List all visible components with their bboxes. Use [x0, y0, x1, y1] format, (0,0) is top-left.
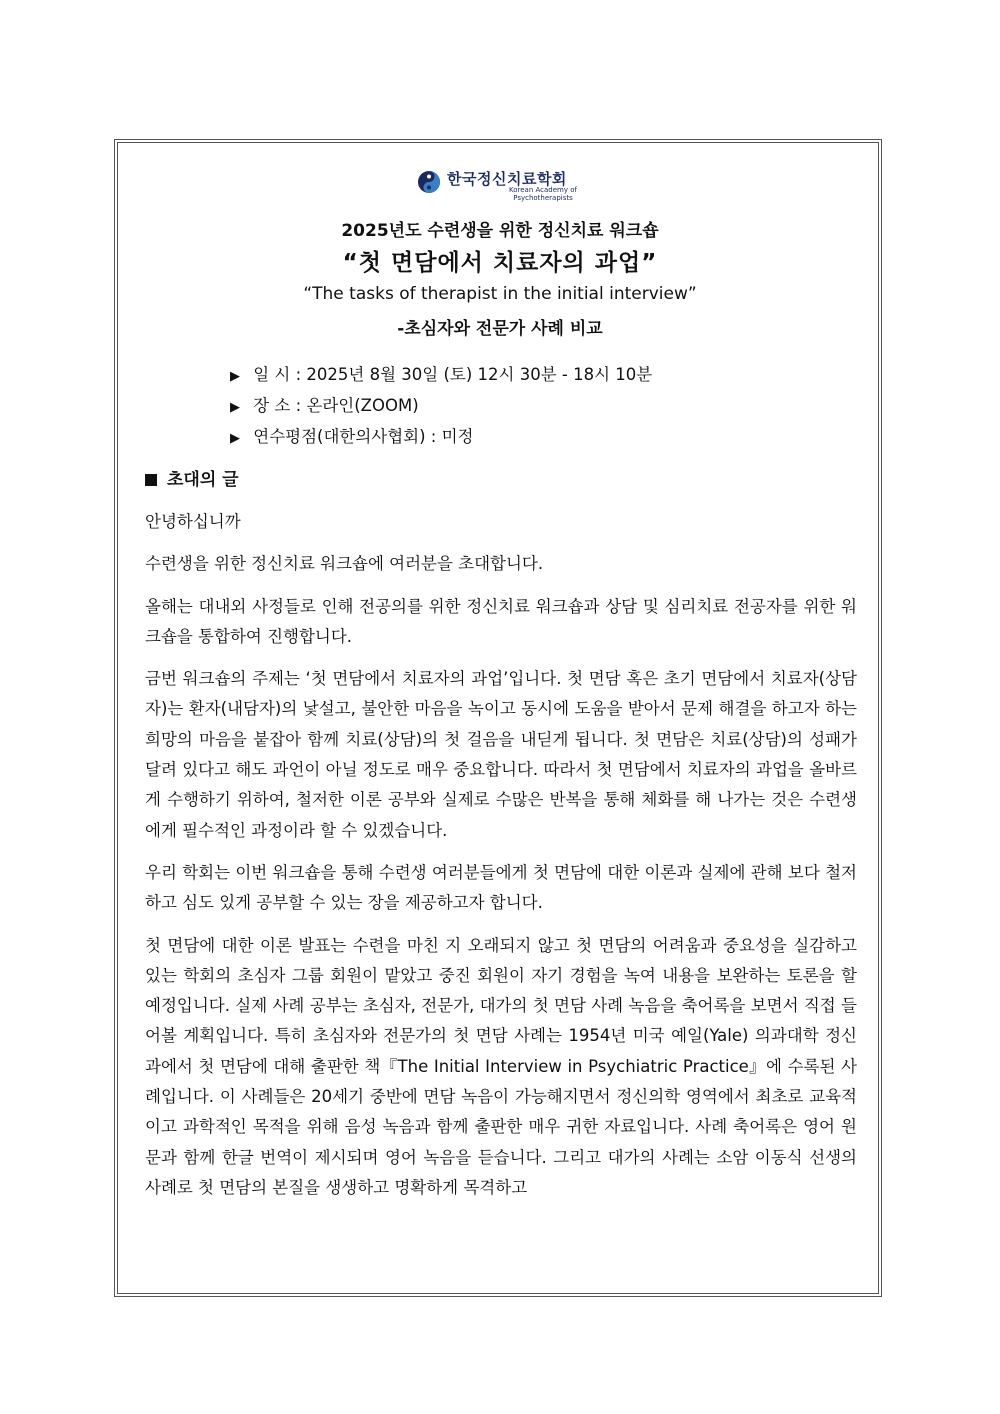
invitation-body	[145, 507, 857, 1215]
event-info-list	[230, 360, 652, 453]
info-text-credits: 연수평점(대한의사협회) : 미정	[253, 427, 474, 446]
info-text-location: 장 소 : 온라인(ZOOM)	[253, 396, 419, 415]
triangle-bullet-icon: ▶	[230, 369, 240, 384]
paragraph-purpose: 우리 학회는 이번 워크숍을 통해 수련생 여러분들에게 첫 면담에 대한 이론과 실제에 관해 보다 철저하고 심도 있게 공부할 수 있는 장을 제공하고자 합니다.	[145, 862, 857, 913]
logo-name-en-line1: Korean Academy of	[509, 186, 577, 194]
logo-name-en-line2: Psychotherapists	[513, 194, 573, 202]
taegeuk-logo-icon	[417, 170, 441, 194]
info-row-credits	[230, 422, 652, 453]
info-row-datetime	[230, 360, 652, 391]
info-row-location	[230, 391, 652, 422]
logo-name-en	[509, 186, 577, 202]
paragraph-theme: 금번 워크숍의 주제는 ‘첫 면담에서 치료자의 과업’입니다. 첫 면담 혹은 초기 면담에서 치료자(상담자)는 환자(내담자)의 낯설고, 불안한 마음을 녹이고 동시에 도움을 받아서 문제 해결을 하고자 하는 희망의 마음을 붙잡아 함께 치료(상담)의 첫 걸음을 내딛게 됩니다. 첫 면담은 치료(상담)의 성패가 달려 있다고 해도 과언이 아닐 정도로 매우 중요합니다. 따라서 첫 면담에서 치료자의 과업을 올바르게 수행하기 위하여, 철저한 이론 공부와 실제로 수많은 반복을 통해 체화를 해 나가는 것은 수련생에게 필수적인 과정이라 할 수 있겠습니다.	[145, 669, 857, 840]
info-text-datetime: 일 시 : 2025년 8월 30일 (토) 12시 30분 - 18시 10분	[253, 365, 653, 384]
workshop-title-en: “The tasks of therapist in the initial interview”	[303, 284, 697, 304]
workshop-subtitle: 2025년도 수련생을 위한 정신치료 워크숍	[341, 221, 659, 241]
logo-name-ko: 한국정신치료학회	[447, 170, 567, 188]
triangle-bullet-icon: ▶	[230, 400, 240, 415]
section-heading-invitation	[145, 465, 239, 490]
paragraph-greeting: 안녕하십니까	[145, 512, 241, 531]
paragraph-integration: 올해는 대내외 사정들로 인해 전공의를 위한 정신치료 워크숍과 상담 및 심리치료 전공자를 위한 워크숍을 통합하여 진행합니다.	[145, 596, 857, 646]
academy-logo	[417, 166, 587, 206]
triangle-bullet-icon: ▶	[230, 431, 240, 446]
workshop-title: “첫 면담에서 치료자의 과업”	[342, 250, 658, 276]
section-heading-text: 초대의 글	[167, 470, 239, 490]
square-bullet-icon	[145, 474, 157, 486]
paragraph-invitation: 수련생을 위한 정신치료 워크숍에 여러분을 초대합니다.	[145, 554, 544, 574]
workshop-comparison-subtitle: -초심자와 전문가 사례 비교	[397, 319, 603, 339]
paragraph-program: 첫 면담에 대한 이론 발표는 수련을 마친 지 오래되지 않고 첫 면담의 어려움과 중요성을 실감하고 있는 학회의 초심자 그룹 회원이 맡았고 중진 회원이 자기 경험을 녹여 내용을 보완하는 토론을 할 예정입니다. 실제 사례 공부는 초심자, 전문가, 대가의 첫 면담 사례 녹음을 축어록을 보면서 직접 들어볼 계획입니다. 특히 초심자와 전문가의 첫 면담 사례는 1954년 미국 예일(Yale) 의과대학 정신과에서 첫 면담에 대해 출판한 책『The Initial Interview in Psychiatric Practice』에 수록된 사례입니다. 이 사례들은 20세기 중반에 면담 녹음이 가능해지면서 정신의학 영역에서 최초로 교육적이고 과학적인 목적을 위해 음성 녹음과 함께 출판한 매우 귀한 자료입니다. 사례 축어록은 영어 원문과 함께 한글 번역이 제시되며 영어 녹음을 듣습니다. 그리고 대가의 사례는 소암 이동식 선생의 사례로 첫 면담의 본질을 생생하고 명확하게 목격하고	[145, 935, 857, 1197]
